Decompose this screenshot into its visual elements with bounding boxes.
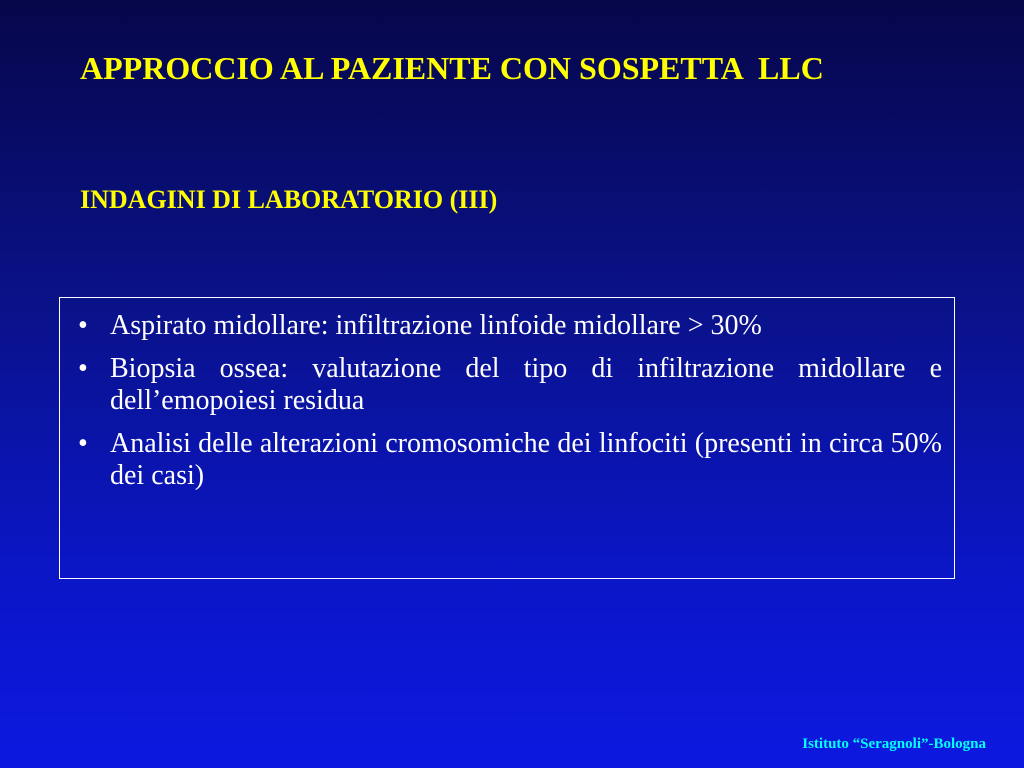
- slide-title: APPROCCIO AL PAZIENTE CON SOSPETTA LLC: [80, 50, 824, 86]
- bullet-text: Biopsia ossea: valutazione del tipo di infiltrazione midollare e dell’emopoiesi residua: [110, 353, 942, 416]
- bullet-icon: •: [78, 428, 88, 459]
- bullet-item-analisi: [72, 428, 942, 492]
- bullet-text: Analisi delle alterazioni cromosomiche dei linfociti (presenti in circa 50% dei casi): [110, 428, 942, 491]
- bullet-text: Aspirato midollare: infiltrazione linfoide midollare > 30%: [110, 310, 762, 341]
- bullet-item-aspirato: [72, 310, 942, 342]
- section-subtitle: INDAGINI DI LABORATORIO (III): [80, 185, 498, 214]
- bullet-icon: •: [78, 310, 88, 341]
- bullet-list: [72, 310, 942, 492]
- footer-institution: Istituto “Seragnoli”-Bologna: [802, 736, 986, 752]
- bullet-item-biopsia: [72, 353, 942, 417]
- content-box: [59, 297, 955, 579]
- bullet-icon: •: [78, 353, 88, 384]
